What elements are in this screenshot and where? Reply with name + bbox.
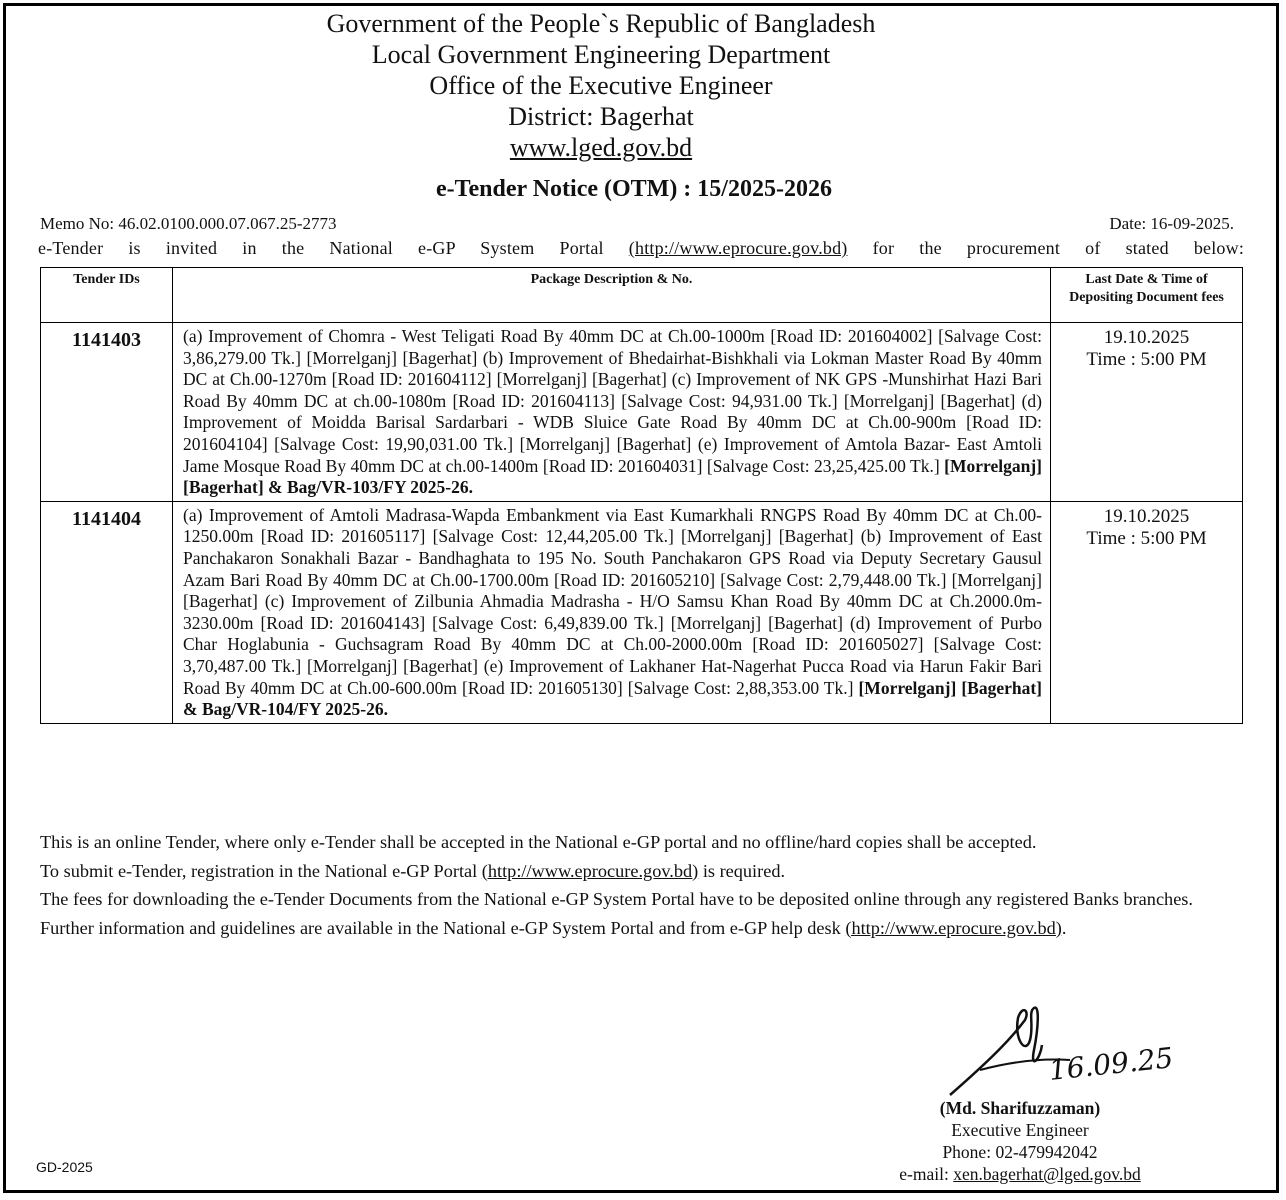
note-registration-before: To submit e-Tender, registration in the National e-GP Portal (40, 860, 478, 881)
notice-title: e-Tender Notice (OTM) : 15/2025-2026 (436, 176, 832, 202)
tender-id: 1141403 (41, 323, 173, 502)
intro-text (38, 238, 1244, 259)
deadline-time: Time : 5:00 PM (1086, 349, 1207, 370)
notes-section (40, 832, 1252, 946)
note-registration (40, 861, 1252, 883)
signatory-name: (Md. Sharifuzzaman) (939, 1098, 1101, 1118)
deadline-time: Time : 5:00 PM (1086, 527, 1207, 549)
package-description (173, 501, 1051, 723)
note-further-after: . (1061, 917, 1067, 938)
package-text: (a) Improvement of Amtoli Madrasa-Wapda Embankment via East Kumarkhali RNGPS Road By 40mm DC at Ch.00-1250.00m [Road ID: 201605117] [Salvage Cost: 12,44,205.00 Tk.] [Morrelganj] [Bagerhat] (b) Improvement of East Panchakaron Sonakhali Bazar - Bandhaghata to 195 No. South Panchakaron GPS Road via Deputy Secretary Gausul Azam Bari Road By 40mm DC at Ch.00-1700.00m [Road ID: 201605210] [Salvage Cost: 2,79,448.00 Tk.] [Morrelganj] [Bagerhat] (c) Improvement of Zilbunia Ahmadia Madrasha - H/O Samsu Khan Road By 40mm DC at Ch.2000.0m-3230.00m [Road ID: 201604143] [Salvage Cost: 6,49,839.00 Tk.] [Morrelganj] [Bagerhat] (d) Improvement of Purbo Char Hoglabunia - Guchsagram Road By 40mm DC at Ch.00-2000.00m [Road ID: 201605027] [Salvage Cost: 3,70,487.00 Tk.] [Morrelganj] [Bagerhat] (e) Improvement of Lakhaner Hat-Nagerhat Pucca Road via Harun Fakir Bari Road By 40mm DC at Ch.00-600.00m [Road ID: 201605130] [Salvage Cost: 2,88,353.00 Tk.] (183, 504, 1042, 698)
signatory-email-line (830, 1163, 1210, 1185)
header-package-description: Package Description & No. (173, 268, 1051, 323)
note-registration-link[interactable]: (http://www.eprocure.gov.bd) (481, 860, 699, 881)
package-number: [Morrelganj] [Bagerhat] & Bag/VR-103/FY 2025-26. (183, 455, 1043, 498)
note-fees: The fees for downloading the e-Tender Documents from the National e-GP System Portal have to be deposited online through any registered Banks branches. (40, 889, 1193, 909)
memo-number: Memo No: 46.02.0100.000.07.067.25-2773 (40, 214, 337, 233)
department-line: Local Government Engineering Department (371, 40, 831, 69)
table-row (41, 323, 1243, 502)
note-further-link[interactable]: (http://www.eprocure.gov.bd) (845, 917, 1062, 938)
deadline-cell (1051, 323, 1243, 502)
office-line: Office of the Executive Engineer (429, 71, 773, 100)
tender-table (40, 267, 1243, 724)
note-registration-after: is required. (702, 860, 786, 881)
website-link[interactable]: www.lged.gov.bd (509, 133, 693, 162)
tender-id: 1141404 (41, 501, 173, 723)
signatory-phone: Phone: 02-479942042 (942, 1142, 1098, 1162)
deadline-date: 19.10.2025 (1103, 505, 1190, 527)
notice-date: Date: 16-09-2025. (1109, 214, 1234, 233)
intro-before: e-Tender is invited in the National e-GP System Portal (38, 238, 604, 258)
header-tender-ids: Tender IDs (41, 268, 173, 323)
handwritten-signature (930, 1000, 1190, 1100)
email-label: e-mail: (899, 1164, 949, 1184)
note-further-info (40, 918, 1252, 940)
package-text: (a) Improvement of Chomra - West Teligati Road By 40mm DC at Ch.00-1000m [Road ID: 201604002] [Salvage Cost: 3,86,279.00 Tk.] [Morrelganj] [Bagerhat] (b) Improvement of Bhedairhat-Bishkhali via Lokman Master Road By 40mm DC at Ch.00-1270m [Road ID: 201604112] [Morrelganj] [Bagerhat] (c) Improvement of NK GPS -Munshirhat Hazi Bari Road By 40mm DC at ch.00-1080m [Road ID: 201604113] [Salvage Cost: 94,931.00 Tk.] [Morrelganj] [Bagerhat] (d) Improvement of Moidda Barisal Sardarbari - WDB Sluice Gate Road By 40mm DC at Ch.00-900m [Road ID: 201604104] [Salvage Cost: 19,90,031.00 Tk.] [Morrelganj] [Bagerhat] (e) Improvement of Amtola Bazar- East Amtoli Jame Mosque Road By 40mm DC at ch.00-1400m [Road ID: 201604031] [Salvage Cost: 23,25,425.00 Tk.] (183, 326, 1042, 476)
note-further-before: Further information and guidelines are available in the National e-GP System Portal and from e-GP help desk (40, 917, 841, 938)
handwritten-date: 16.09.25 (1047, 1041, 1175, 1087)
deadline-date: 19.10.2025 (1103, 327, 1190, 348)
signature-block (830, 1097, 1210, 1185)
signatory-designation: Executive Engineer (951, 1120, 1089, 1140)
intro-portal-link[interactable]: (http://www.eprocure.gov.bd) (628, 238, 848, 258)
package-description (173, 323, 1051, 502)
footer-code: GD-2025 (36, 1159, 93, 1175)
table-header-row (41, 268, 1243, 323)
district-line: District: Bagerhat (508, 102, 694, 131)
government-line: Government of the People`s Republic of Bangladesh (326, 9, 876, 38)
email-link[interactable]: xen.bagerhat@lged.gov.bd (953, 1164, 1141, 1184)
header-last-date: Last Date & Time of Depositing Document fees (1051, 268, 1243, 323)
letterhead (0, 8, 1202, 163)
deadline-cell (1051, 501, 1243, 723)
intro-after: for the procurement of stated below: (872, 238, 1245, 258)
note-online-tender: This is an online Tender, where only e-Tender shall be accepted in the National e-GP portal and no offline/hard copies shall be accepted. (40, 832, 1037, 852)
package-number: [Morrelganj] [Bagerhat] & Bag/VR-104/FY 2025-26. (183, 677, 1042, 720)
table-row (41, 501, 1243, 723)
